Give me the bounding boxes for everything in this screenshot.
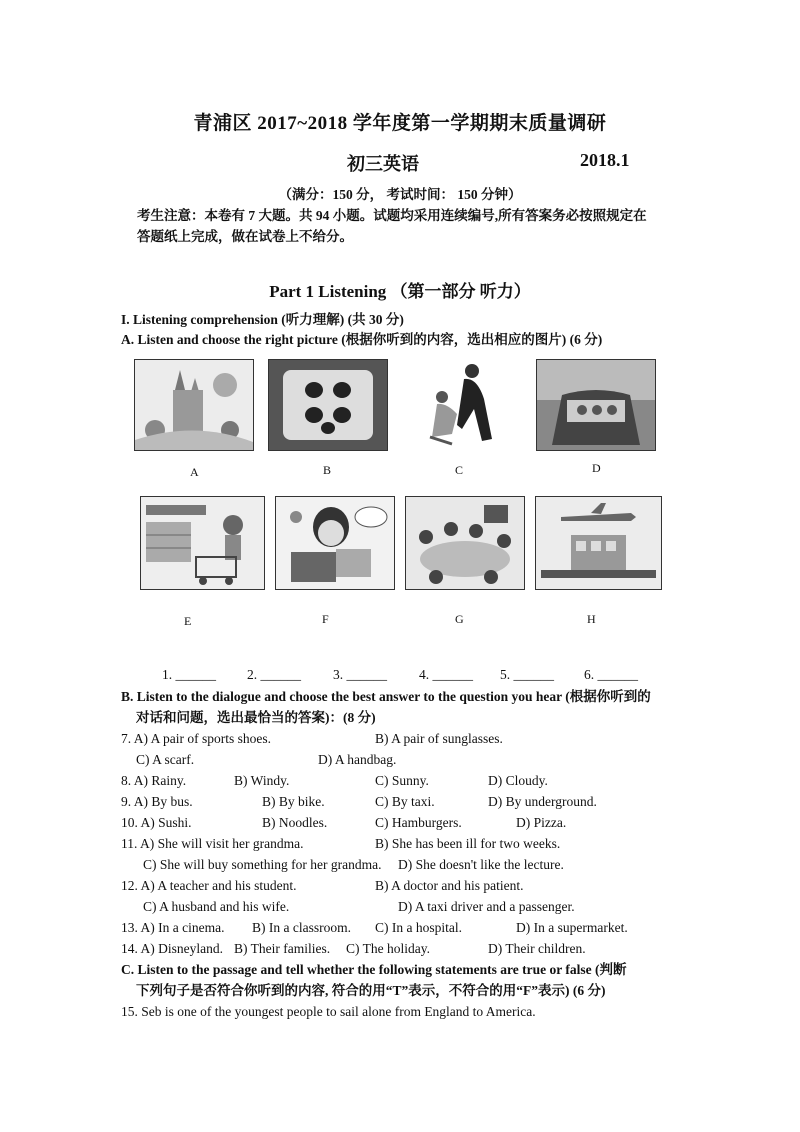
- picture-label-d: D: [592, 461, 601, 475]
- q13-option-b: B) In a classroom.: [252, 920, 351, 935]
- q9-option-a: 9. A) By bus.: [121, 794, 193, 809]
- picture-b: [268, 359, 388, 451]
- panda-cake-illustration: [269, 360, 387, 450]
- q7-option-b: B) A pair of sunglasses.: [375, 731, 503, 746]
- picture-c: [402, 359, 520, 449]
- answer-blank-3: 3. ______: [333, 667, 387, 682]
- car-trip-illustration: [537, 360, 655, 450]
- answer-blank-2: 2. ______: [247, 667, 301, 682]
- q8-option-c: C) Sunny.: [375, 773, 429, 788]
- picture-label-e: E: [184, 614, 192, 628]
- notice-line-1: 考生注意：本卷有 7 大题。共 94 小题。试题均采用连续编号,所有答案务必按照规定在: [137, 208, 647, 223]
- notice-line-2: 答题纸上完成，做在试卷上不给分。: [137, 229, 353, 244]
- section-b-heading-1: B. Listen to the dialogue and choose the best answer to the question you hear (根据你听到的: [121, 689, 651, 704]
- q12-option-a: 12. A) A teacher and his student.: [121, 878, 297, 893]
- girl-computer-illustration: [276, 497, 394, 589]
- section-c-heading-1: C. Listen to the passage and tell whether the following statements are true or false (判断: [121, 962, 627, 977]
- score-time-info: （满分：150 分， 考试时间： 150 分钟）: [278, 187, 522, 202]
- family-dinner-illustration: [406, 497, 524, 589]
- picture-h: [535, 496, 662, 590]
- q13-option-d: D) In a supermarket.: [516, 920, 628, 935]
- q7-option-c: C) A scarf.: [136, 752, 195, 767]
- picture-label-a: A: [190, 465, 199, 479]
- picture-a: [134, 359, 254, 451]
- q9-option-b: B) By bike.: [262, 794, 325, 809]
- supermarket-illustration: [141, 497, 264, 589]
- q11-option-c: C) She will buy something for her grandma.: [143, 857, 382, 872]
- q10-option-b: B) Noodles.: [262, 815, 328, 830]
- picture-label-b: B: [323, 463, 332, 477]
- q12-option-c: C) A husband and his wife.: [143, 899, 290, 914]
- q11-option-a: 11. A) She will visit her grandma.: [121, 836, 304, 851]
- q7-option-d: D) A handbag.: [318, 752, 397, 767]
- q9-option-c: C) By taxi.: [375, 794, 435, 809]
- section-c-heading-2: 下列句子是否符合你听到的内容, 符合的用“T”表示，不符合的用“F”表示) (6 分): [136, 983, 606, 998]
- picture-label-g: G: [455, 612, 464, 626]
- q9-option-d: D) By underground.: [488, 794, 597, 809]
- q13-option-c: C) In a hospital.: [375, 920, 462, 935]
- q14-option-a: 14. A) Disneyland.: [121, 941, 223, 956]
- section-a-heading: A. Listen and choose the right picture (根据你听到的内容，选出相应的图片) (6 分): [121, 332, 603, 347]
- picture-label-h: H: [587, 612, 596, 626]
- airport-illustration: [536, 497, 661, 589]
- answer-blank-5: 5. ______: [500, 667, 554, 682]
- picture-label-c: C: [455, 463, 464, 477]
- answer-blank-4: 4. ______: [419, 667, 473, 682]
- q8-option-d: D) Cloudy.: [488, 773, 548, 788]
- q13-option-a: 13. A) In a cinema.: [121, 920, 225, 935]
- picture-f: [275, 496, 395, 590]
- part1-title: Part 1 Listening （第一部分 听力）: [269, 282, 531, 301]
- disney-castle-illustration: [135, 360, 253, 450]
- q12-option-b: B) A doctor and his patient.: [375, 878, 524, 893]
- question-15: 15. Seb is one of the youngest people to sail alone from England to America.: [121, 1004, 536, 1019]
- picture-label-f: F: [322, 612, 329, 626]
- exam-notice: [137, 205, 687, 247]
- picture-d: [536, 359, 656, 451]
- q14-option-c: C) The holiday.: [346, 941, 430, 956]
- section-1-heading: I. Listening comprehension (听力理解) (共 30 分): [121, 312, 404, 327]
- person-helping-illustration: [402, 359, 520, 449]
- q10-option-a: 10. A) Sushi.: [121, 815, 192, 830]
- answer-blank-1: 1. ______: [162, 667, 216, 682]
- q12-option-d: D) A taxi driver and a passenger.: [398, 899, 575, 914]
- exam-title: 青浦区 2017~2018 学年度第一学期期末质量调研: [193, 113, 607, 134]
- q10-option-c: C) Hamburgers.: [375, 815, 462, 830]
- q7-option-a: 7. A) A pair of sports shoes.: [121, 731, 271, 746]
- q10-option-d: D) Pizza.: [516, 815, 567, 830]
- picture-g: [405, 496, 525, 590]
- q11-option-b: B) She has been ill for two weeks.: [375, 836, 561, 851]
- q11-option-d: D) She doesn't like the lecture.: [398, 857, 564, 872]
- exam-subject: 初三英语: [347, 154, 419, 174]
- q8-option-a: 8. A) Rainy.: [121, 773, 187, 788]
- answer-blank-6: 6. ______: [584, 667, 638, 682]
- q14-option-b: B) Their families.: [234, 941, 331, 956]
- section-b-heading-2: 对话和问题，选出最恰当的答案)：(8 分): [136, 710, 376, 725]
- picture-e: [140, 496, 265, 590]
- q14-option-d: D) Their children.: [488, 941, 586, 956]
- q8-option-b: B) Windy.: [234, 773, 290, 788]
- exam-date: 2018.1: [580, 150, 630, 170]
